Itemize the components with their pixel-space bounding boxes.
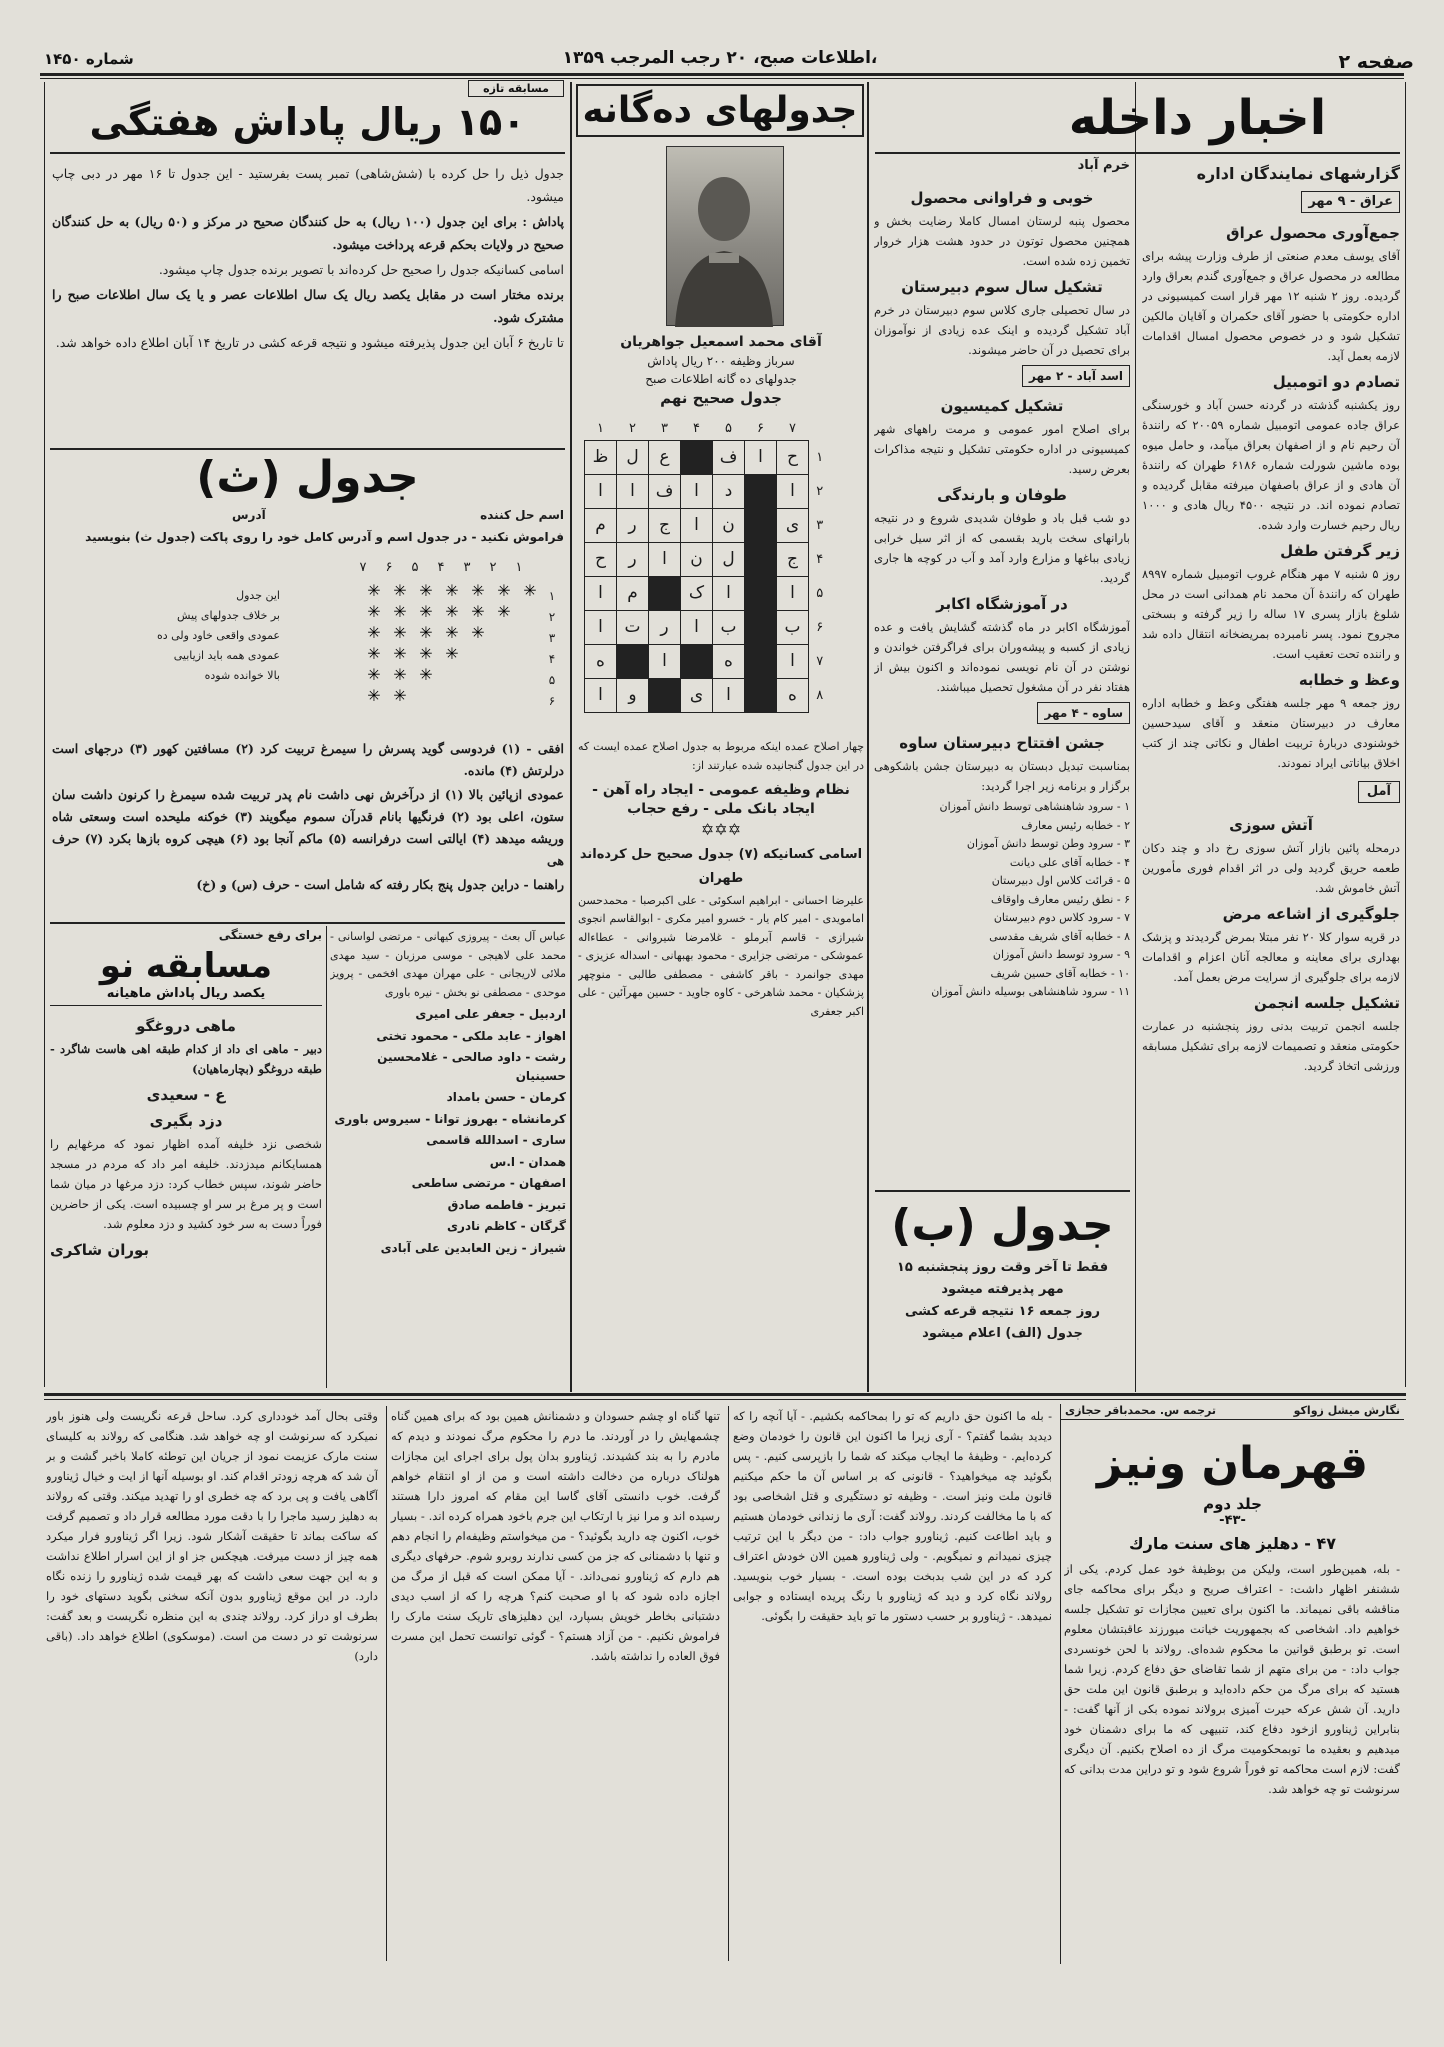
grid-cell: ن: [681, 542, 713, 576]
table-b-line: جدول (الف) اعلام میشود: [922, 1326, 1083, 1341]
solution-grid: [584, 418, 831, 713]
star-cell: ✳: [419, 644, 433, 663]
grid-title: جدول صحیح نهم: [660, 389, 782, 407]
grid-cell: ا: [777, 644, 809, 678]
star-cell: ✳: [367, 686, 381, 705]
iraq-harvest-heading: جمع‌آوری محصول عراق: [1226, 224, 1400, 242]
saveh-dateline: ساوه - ۴ مهر: [1037, 702, 1130, 724]
harvest-heading: خوبی و فراوانی محصول: [910, 189, 1094, 207]
grid-cell: ح: [585, 542, 617, 576]
star-cell: ✳: [393, 623, 407, 642]
grid-row-number: ۳: [816, 517, 824, 533]
grid-cell: ل: [713, 542, 745, 576]
table-th-grid: [80, 560, 560, 732]
winner-prize: سرباز وظیفه ۲۰۰ ریال پاداش: [647, 354, 795, 368]
prize-title: ۱۵۰ ریال پاداش هفتگی: [50, 100, 565, 154]
iraq-dateline: عراق - ۹ مهر: [1301, 191, 1400, 213]
grid-cell: ح: [777, 440, 809, 474]
joke-heading: ماهی دروغگو: [136, 1017, 236, 1035]
grid-cell: د: [713, 474, 745, 508]
new-contest-tag: مسابقه تازه: [468, 80, 564, 97]
grid-row: [585, 610, 831, 644]
grid-cell: ج: [649, 508, 681, 542]
grid-cell: ا: [777, 576, 809, 610]
horizontal-clues: افقی - (۱) فردوسی گوید پسرش را سیمرغ تربیت کرد (۲) مسافتین کهور (۳) درجهای است درلرتش (۴) مانده.: [52, 741, 564, 778]
portrait-icon: [665, 147, 783, 327]
asadabad-dateline: اسد آباد - ۲ مهر: [1022, 365, 1130, 387]
program-item: ۲ - خطابه رئیس معارف: [1021, 818, 1130, 832]
program-item: ۸ - خطابه آقای شریف مقدسی: [989, 929, 1130, 943]
star-cell: ✳: [393, 686, 407, 705]
th-row-number: ۶: [548, 694, 556, 708]
table-b-title: جدول (ب): [891, 1200, 1114, 1251]
association-heading: تشکیل جلسه انجمن: [1253, 994, 1400, 1012]
city-solvers: اردبیل - جعفر علی امیری: [415, 1007, 566, 1021]
grid-cell: ب: [777, 610, 809, 644]
grid-black-cell: [745, 678, 777, 712]
grid-row: [585, 440, 831, 474]
grid-col-number: ۶: [757, 421, 764, 437]
th-legend: بر خلاف جدولهای پیش: [176, 609, 280, 622]
grid-cell: ه: [713, 644, 745, 678]
star-cell: ✳: [367, 581, 381, 600]
star-cell: ✳: [419, 581, 433, 600]
serial-text: تنها گناه او چشم حسودان و دشمنانش همین بود که برای همین گناه چشمهایش را در آوردند. ما درم را محکوم مرگ نمودند و دیدم که مادرم را به بند کشیدند. ژیناورو بدان پول برای اجرای این مجازات هولناک درباره من دخالت داشته است و من از او انتقام خواهم گرفت. خوب دانستی آقای گاسا این مقام که امروز دارا هستند رسیده اند و مرا نیز با ارتکاب این جرم باخود همراه کرده اند. - بسیار خوب، اکنون چه دارید بگوئید؟ - من میخواستم وظیفه‌ام را انجام دهم و تنها با دشمنانی که جز من کسی ندارند روبرو شوم. حرفهای دیگری هم دارم که ژیناورو نمی‌داند. - آیا ممکن است که قبل از مرگ من اجازه داده شود که با او صحبت کنم؟ هرچه را که از اسب دیدی دشتبانی بخاطر خویش بسپارد، این دهلیزهای تاریک سنت مارک را فراموش نکنیم. - من آزاد هستم؟ - گوئی توانست تحمل این مسرت فوق العاده را نداشته باشد.: [391, 1409, 720, 1663]
grid-col-number: ۵: [725, 421, 732, 437]
th-col-number: ۱: [515, 560, 523, 575]
grid-cell: ی: [777, 508, 809, 542]
vertical-clues: عمودی ازپائین بالا (۱) از درآخرش نهی داشت نام پدر تربیت شده سیمرغ را کرنون داشت سان ستون، اعلی بود (۲) فرنگیها بانام قدرآن سموم میگویند (۳) خوکنه ملیحده است وسعتی شاه وریشه میدهد (۴) ایالتی است درفرانسه (۵) ماکم آنجا بود (۶) هیچی کروه بازها بکرد (۷) حرف هی: [52, 787, 564, 868]
grid-black-cell: [745, 576, 777, 610]
th-legend: بالا خوانده شوده: [204, 669, 280, 682]
table-b-box: [875, 1190, 1130, 1388]
fire-heading: آتش سوزی: [1229, 816, 1313, 834]
grid-row-number: ۸: [816, 687, 824, 703]
solvers-names: علیرضا احسانی - ابراهیم اسکوئی - علی اکبرصبا - محمدحسن امامویدی - امیر کام یار - خسرو امیر مکری - ابوالقاسم انجوی شیرازی - قاسم آبرملو - غلامرضا شیروانی - عطاءاله عموشکی - مرتضی جزایری - محمود بهبهانی - اسداله عزیزی - مهدی جوانمرد - باقر کاشفی - مصطفی طالبی - منوچهر پزشکیان - محمد شاهرخی - کاوه جاوید - حسین مهرآئین - علی اکبر جعفری: [578, 893, 864, 1018]
prize-rule: پاداش : برای این جدول (۱۰۰ ریال) به حل کنندگان صحیح در مرکز و (۵۰ ریال) به حل کنندگان صحیح در ولایات بحکم قرعه پرداخت میشود.: [52, 214, 564, 252]
page-number: صفحه ۲: [1338, 51, 1414, 73]
star-cell: ✳: [393, 644, 407, 663]
chapter-title: ۴۷ - دهلیز های سنت مارك: [1128, 1534, 1337, 1553]
star-cell: ✳: [419, 602, 433, 621]
grid-cell: ر: [617, 508, 649, 542]
serial-text: وقتی بحال آمد خودداری کرد. ساحل قرعه نگریست ولی هنوز باور نمیکرد که سرنوشت او چه خواهد شد. هنگامی که رولاند به کلیسای سنت مارک عزیمت نمود از جریان این توطئه کاملا باخبر گشت و بر آن شد که هرچه زودتر اقدام کند. او بوسیله آنها از ایت و خیال ژیناورو آگاهی یافت و پی برد که چه خطری او را تهدید میکند. وقتی که رولاند به دهلیز رسید ماجرا را با دقت مورد مطالعه قرار داد و تصمیم گرفت که ساکت بماند تا حقیقت آشکار شود. زیرا اگر ژیناورو فرار میکرد همه چیز از دست میرفت. هیچکس جز او از این اسرار اطلاع نداشت و به این جهت سعی داشت که بهر قیمت شده ژیناورو را زنده نگاه دارد. در این موقع ژیناورو بدون آنکه سخنی بگوید دستهای خود را بطرف او دراز کرد. رولاند چندی به این منظره نگریست و بعد گفت: سرنوشت تو در دست من است. (موسکوی) اطلاع خواهد داد. (باقی دارد): [46, 1409, 378, 1663]
program-item: ۵ - قرائت کلاس اول دبیرستان: [991, 874, 1130, 887]
solvers-city: طهران: [698, 871, 744, 886]
city-solvers: شیراز - زین العابدین علی آبادی: [380, 1240, 566, 1255]
puzzle-tag: برای رفع خستگی: [218, 928, 322, 942]
star-cell: ✳: [445, 581, 459, 600]
serial-text: - بله ما اکنون حق داریم که تو را بمحاکمه بکشیم. - آیا آنچه را که دیدید بشما گفتم؟ - آری زیرا ما اکنون این قانون را خودمان وضع کرده‌ایم. - وظیفهٔ ما ایجاب میکند که شما را بازپرسی کنیم. - پس بگوئید چه میخواهید؟ - قانونی که بر اساس آن ما حکم میکنیم قانون ملت ونیز است. - وظیفه تو دستگیری و قتل اشخاصی بود که با ما مخالفت کردند. رولاند گفت: آری ما زندانی خودمان هستیم و باید اطاعت کنیم. ژیناورو جواب داد: - من دیگر با این ترتیب چیزی نمیدانم و نمیگویم. - ولی ژیناورو همین الان خودش اعتراف کرد که در این شب بدبخت بوده است. - بسیار خوب بنویسید. رولاند نگاه کرد و دید که ژیناورو با رنگ پریده ایستاده و جوابی نمیدهد. - ژیناورو بر حسب دستور ما تو باید حقیقت را بگوئی.: [733, 1409, 1052, 1623]
grid-cell: ا: [617, 474, 649, 508]
serial-title: قهرمان ونیز: [1096, 1438, 1369, 1489]
grid-black-cell: [745, 610, 777, 644]
winner-photo: [666, 146, 784, 326]
program-item: ۴ - خطابه آقای علی دیانت: [1009, 855, 1130, 869]
car-crash-heading: تصادم دو اتومبیل: [1272, 373, 1400, 391]
grid-cell: ا: [585, 576, 617, 610]
volume-label: جلد دوم: [1203, 1495, 1262, 1513]
city-solvers: تبریز - فاطمه صادق: [447, 1197, 566, 1212]
prize-rules: [52, 162, 564, 440]
grid-cell: ی: [681, 678, 713, 712]
star-cell: ✳: [367, 665, 381, 684]
grid-row: [585, 576, 831, 610]
th-col-number: ۳: [463, 560, 471, 575]
serial-header: [1060, 1404, 1404, 1964]
grid-cell: م: [585, 508, 617, 542]
grid-cell: ل: [617, 440, 649, 474]
star-cell: ✳: [523, 581, 537, 600]
issue-number: شماره ۱۴۵۰: [44, 50, 134, 68]
ceremony-program: [874, 798, 1130, 1002]
grid-cell: ه: [585, 644, 617, 678]
star-cell: ✳: [445, 644, 459, 663]
city-solvers: همدان - ا.س: [489, 1154, 566, 1169]
puzzle-box: [50, 928, 322, 1388]
car-crash-text: روز یکشنبه گذشته در گردنه حسن آباد و خورسنگی عراق جاده عمومی اتومبیل شماره ۲۰۰۵۹ که رانندهٔ آن رحیم نام و از اصفهان بعراق میآمد، و حامل میوه بوده ماشین شورلت شماره ۶۱۸۶ طهران که رانندهٔ آن هادی و از عراق باصفهان میرفته مقابل گردیده و تصادم نموده اند. در نتیجه ۴۵۰۰ ریال هادی و ۱۰۰۰ ریال رحیم خسارت وارد شده.: [1142, 398, 1400, 532]
amol-dateline: آمل: [1358, 781, 1400, 803]
star-cell: ✳: [471, 581, 485, 600]
city-solvers: گرگان - کاظم نادری: [447, 1219, 566, 1233]
star-cell: ✳: [497, 581, 511, 600]
star-cell: ✳: [393, 581, 407, 600]
grid-cell: ا: [585, 610, 617, 644]
program-item: ۱۰ - خطابه آقای حسین شریف: [990, 966, 1130, 980]
grid-black-cell: [745, 542, 777, 576]
grid-cell: ک: [681, 576, 713, 610]
grid-row: [585, 678, 831, 712]
grid-cell: ا: [681, 474, 713, 508]
sermon-heading: وعظ و خطابه: [1298, 671, 1400, 689]
table-th-instruction: فراموش نکنید - در جدول اسم و آدرس کامل خود را روی پاکت (جدول ث) بنویسید: [85, 530, 564, 544]
program-item: ۷ - سرود کلاس دوم دبیرستان: [993, 911, 1130, 924]
program-item: ۳ - سرود وطن توسط دانش آموزان: [966, 837, 1130, 850]
story-signature: بوران شاکری: [50, 1241, 150, 1259]
storm-text: دو شب قبل باد و طوفان شدیدی شروع و در نتیجه بارانهای سخت بارید بقسمی که از اثر سیل خرابی زیادی بباغها و مزارع وارد آمد و آب در کوچه ها جاری گردید.: [874, 511, 1130, 585]
city-solvers: رشت - داود صالحی - غلامحسین حسینیان: [377, 1050, 566, 1083]
grid-row-number: ۶: [816, 619, 824, 635]
guide-text: راهنما - دراین جدول پنج بکار رفته که شامل است - حرف (س) و (خ): [196, 877, 564, 892]
star-cell: ✳: [471, 602, 485, 621]
grid-cell: م: [617, 576, 649, 610]
star-cell: ✳: [367, 623, 381, 642]
grid-cell: ا: [713, 576, 745, 610]
author-credit: نگارش میشل زواکو: [1293, 1404, 1400, 1417]
grid-cell: ظ: [585, 440, 617, 474]
th-legend: این جدول: [236, 589, 280, 602]
reforms-list: نظام وظیفه عمومی - ایجاد راه آهن - ایجاد بانک ملی - رفع حجاب: [592, 782, 850, 817]
puzzle-title: مسابقه نو: [99, 946, 273, 986]
child-accident-heading: زیر گرفتن طفل: [1280, 542, 1400, 560]
grid-black-cell: [649, 576, 681, 610]
grid-row-number: ۷: [816, 653, 824, 669]
winner-name: آقای محمد اسمعیل جواهریان: [620, 334, 822, 350]
grid-black-cell: [745, 508, 777, 542]
disease-heading: جلوگیری از اشاعه مرض: [1222, 905, 1400, 923]
grid-cell: ا: [745, 440, 777, 474]
grid-cell: ر: [617, 542, 649, 576]
grid-cell: ا: [585, 474, 617, 508]
solver-name-label: اسم حل کننده: [480, 508, 564, 522]
grid-col-number: ۲: [629, 421, 636, 437]
grid-row: [585, 542, 831, 576]
grid-cell: ا: [681, 508, 713, 542]
adult-school-text: آموزشگاه اکابر در ماه گذشته گشایش یافت و عده زیادی از کسبه و پیشه‌وران برای فراگرفتن خواندن و نوشتن در آن نام نویسی نموده‌اند و اکنون بیش از هفتاد نفر در آن مشغول تحصیل میباشند.: [874, 620, 1130, 694]
news-column-right: [1142, 158, 1400, 1388]
grid-cell: ع: [649, 440, 681, 474]
stars-divider: ✡✡✡: [700, 820, 742, 839]
th-col-number: ۵: [411, 560, 419, 575]
grid-cell: ف: [649, 474, 681, 508]
star-cell: ✳: [471, 623, 485, 642]
crosswords-title: جدولهای ده‌گانه: [576, 84, 864, 137]
grid-black-cell: [681, 440, 713, 474]
saveh-text: بمناسبت تبدیل دبستان به دبیرستان جشن باشکوهی برگزار و برنامه زیر اجرا گردید:: [874, 759, 1130, 793]
fire-text: درمحله پائین بازار آتش سوزی رخ داد و چند دکان طعمه حریق گردید ولی در اثر اقدام فوری مأمورین آتش خاموش شد.: [1142, 841, 1400, 895]
th-legend: عمودی همه باید ازیابیی: [173, 649, 280, 662]
sermon-text: روز جمعه ۹ مهر جلسه هفتگی وعظ و خطابه اداره معارف در دبیرستان منعقد و آقای سیدحسین خوشنودی دربارهٔ تربیت اطفال و نکاتی چند از کتب اخلاق بیاناتی ایراد نمودند.: [1142, 696, 1400, 770]
joke-signature: ع - سعیدی: [146, 1086, 226, 1104]
grid-cell: و: [617, 678, 649, 712]
news-section-title: اخبار داخله: [1068, 90, 1327, 146]
prize-rule: اسامی کسانیکه جدول را صحیح حل کرده‌اند با تصویر برنده جدول چاپ میشود.: [158, 262, 564, 277]
masthead-date: ،اطلاعات صبح، ۲۰ رجب المرجب ۱۳۵۹: [562, 48, 878, 68]
grid-col-number: ۴: [693, 421, 700, 437]
grid-black-cell: [649, 678, 681, 712]
star-cell: ✳: [367, 644, 381, 663]
puzzle-prize: یکصد ریال پاداش ماهیانه: [106, 986, 266, 1001]
prize-rule: برنده مختار است در مقابل یکصد ریال یک سال اطلاعات عصر و یا یک سال اطلاعات صبح را مشترک شود.: [52, 287, 564, 325]
story-heading: دزد بگیری: [149, 1112, 223, 1130]
th-row-number: ۴: [548, 652, 556, 666]
th-col-number: ۴: [437, 560, 445, 575]
highschool-text: در سال تحصیلی جاری کلاس سوم دبیرستان در خرم آباد تشکیل گردیده و اینک عده زیادی از نوآموزان برای تحصیل در آن حاضر میشوند.: [874, 303, 1130, 357]
grid-row-number: ۱: [816, 449, 824, 465]
city-solvers: اصفهان - مرتضی ساطعی: [411, 1176, 566, 1190]
grid-row: [585, 644, 831, 678]
star-cell: ✳: [497, 602, 511, 621]
commission-heading: تشکیل کمیسیون: [940, 397, 1064, 415]
city-solvers: کرمانشاه - بهروز توانا - سیروس باوری: [334, 1111, 566, 1126]
star-cell: ✳: [393, 602, 407, 621]
harvest-text: محصول پنبه لرستان امسال کاملا رضایت بخش و همچنین محصول توتون در حدود هشت هزار خروار تخمین زده شده است.: [874, 214, 1130, 268]
prize-rule: جدول ذیل را حل کرده با (شش‌شاهی) تمبر پست بفرستید - این جدول تا ۱۶ مهر در دبی چاپ میشود.: [52, 166, 564, 204]
serial-text: - بله، همین‌طور است، ولیکن من بوظیفهٔ خود عمل کردم. یکی از ششنفر اظهار داشت: - اعتراف صریح و دیگر برای محاکمه جای مناقشه باقی نمیماند. ما اکنون برای تعیین مجازات تو تشکیل جلسه خواهیم داد. اشخاصی که بجمهوریت خیانت میورزند عاقبتشان معلوم است. تو برطبق قوانین ما محکوم شده‌ای. رولاند با لحن خونسردی جواب داد: - من برای متهم از شما تقاضای حق دفاع کردم. زیرا شما هستید که برای مرگ من حکم داده‌اید و برطبق قانون این ملت حق دارید. آن شش عرکه حیرت آمیزی برولاند نموده بکی از آنها گفت: - بنابراین ژیناورو ازخود دفاع کند، تنبیهی که ما برای دشمنان خود میدهیم و بعقیده ما توبمحکومیت مرگ از ده اصلاح بکنیم. آن دیگری گفت: لازم است محاکمه تو فوراً شروع شود و تو دراین مدت بدانی که سرنوشت تو چه خواهد شد.: [1064, 1562, 1400, 1796]
grid-row: [585, 474, 831, 508]
program-item: ۱۱ - سرود شاهنشاهی بوسیله دانش آموزان: [931, 985, 1130, 998]
reports-heading: گزارشهای نمایندگان اداره: [1196, 164, 1400, 183]
khoram-abad-dateline: خرم آباد: [1077, 158, 1130, 173]
grid-cell: ا: [649, 644, 681, 678]
iraq-harvest-text: آقای یوسف معدم صنعتی از طرف وزارت پیشه برای مطالعه در محصول عراق و جمع‌آوری گندم بعراق وارد گردیده. روز ۲ شنبه ۱۲ مهر قرار است کمیسیونی در اداره حکومتی با حضور آقای حکمران و آقایان مالکین تشکیل شود و در خصوص محصول امسال اقدامات لازمه بعمل آید.: [1142, 249, 1400, 363]
star-cell: ✳: [419, 665, 433, 684]
star-cell: ✳: [367, 602, 381, 621]
disease-text: در قریه سوار کلا ۲۰ نفر مبتلا بمرض گردیدند و پزشک بهداری برای معاینه و معالجه آنان اعزام و اقدامات لازمه برای جلوگیری از سرایت مرض بعمل آمد.: [1142, 930, 1400, 984]
grid-cell: ر: [649, 610, 681, 644]
serial-col-4: [46, 1406, 378, 1961]
address-label: آدرس: [232, 508, 266, 522]
grid-cell: ا: [713, 678, 745, 712]
prize-rule: تا تاریخ ۶ آبان این جدول پذیرفته میشود و نتیجه قرعه کشی در تاریخ ۱۴ آبان اطلاع داده خواهد شد.: [55, 335, 564, 350]
highschool-heading: تشکیل سال سوم دبیرستان: [901, 278, 1103, 296]
translator-credit: ترجمه س. محمدباقر حجازی: [1065, 1404, 1216, 1417]
city-solvers: ساری - اسدالله قاسمی: [426, 1133, 566, 1147]
adult-school-heading: در آموزشگاه اکابر: [936, 595, 1068, 613]
th-col-number: ۲: [489, 560, 497, 575]
star-cell: ✳: [445, 602, 459, 621]
th-row-number: ۳: [548, 631, 556, 645]
program-item: ۶ - نطق رئیس معارف واوقاف: [990, 892, 1130, 906]
grid-col-number: ۷: [789, 421, 796, 437]
grid-cell: ا: [777, 474, 809, 508]
solvers-provinces: [330, 928, 566, 1388]
storm-heading: طوفان و بارندگی: [937, 486, 1067, 504]
solvers-title: اسامی کسانیکه (۷) جدول صحیح حل کرده‌اند: [579, 846, 863, 862]
story-text: شخصی نزد خلیفه آمده اظهار نمود که مرغهایم را همسایکانم میدزدند. خلیفه امر داد که مردم در مسجد حاضر شوند، سپس خطاب کرد: دزد مرغها در میان شما است و پر مرغ بر سر او چسبیده است. یکی از حاضرین فوراً دست به سر خود کشید و دزد معلوم شد.: [50, 1137, 322, 1231]
th-col-number: ۷: [359, 560, 367, 575]
news-column-middle: [874, 182, 1130, 1182]
table-b-line: روز جمعه ۱۶ نتیجه قرعه کشی: [905, 1304, 1100, 1319]
program-item: ۱ - سرود شاهنشاهی توسط دانش آموزان: [939, 800, 1130, 813]
joke-text: دبیر - ماهی ای داد از کدام طبقه اهی هاست شاگرد - طبقه دروغگو (بچارماهیان): [50, 1042, 322, 1076]
table-th-title: جدول (ث): [196, 452, 419, 503]
grid-cell: ه: [777, 678, 809, 712]
serial-col-1: [1064, 1559, 1400, 1979]
grid-row: [585, 508, 831, 542]
child-accident-text: روز ۵ شنبه ۷ مهر هنگام غروب اتومبیل شماره ۸۹۹۷ طهران که رانندهٔ آن محمد نام همدانی است در محل شلوغ بازار پسری ۱۷ ساله را زیر گرفته و بسختی مجروح نمود. پسر نامبرده بمریضخانه انتقال داده شد و راننده تحت تعقیب است.: [1142, 567, 1400, 661]
table-th-clues: [52, 738, 564, 916]
city-solvers: کرمان - حسن بامداد: [446, 1090, 566, 1104]
grid-col-number: ۳: [661, 421, 668, 437]
th-row-number: ۵: [548, 673, 556, 687]
grid-row-number: ۵: [816, 585, 824, 601]
association-text: جلسه انجمن تربیت بدنی روز پنجشنبه در عمارت حکومتی منعقد و تصمیمات لازمه برای تشکیل مسابقه ورزشی اتخاذ گردید.: [1142, 1019, 1400, 1073]
grid-cell: ت: [617, 610, 649, 644]
grid-col-number: ۱: [597, 421, 604, 437]
solvers-names-list: عباس آل بعث - پیروزی کیهانی - مرتضی لواسانی - محمد علی لاهیجی - موسی مرزبان - سید مهدی ملائی لاریجانی - علی مهران مهدی افخمی - پرویز موحدی - مصطفی نو بخش - نیره باوری: [330, 930, 566, 999]
grid-cell: ا: [585, 678, 617, 712]
commission-text: برای اصلاح امور عمومی و مرمت راههای شهر کمیسیونی در اداره حکومتی تشکیل و نتیجه مذاکرات بعرض رسید.: [874, 422, 1130, 476]
jadval-notes: [578, 738, 864, 1388]
grid-row-number: ۲: [816, 483, 824, 499]
table-b-line: مهر پذیرفته میشود: [941, 1282, 1064, 1297]
grid-cell: ج: [777, 542, 809, 576]
winner-caption: جدولهای ده گانه اطلاعات صبح: [645, 372, 797, 386]
grid-black-cell: [681, 644, 713, 678]
star-cell: ✳: [393, 665, 407, 684]
th-col-number: ۶: [385, 560, 393, 575]
grid-cell: ا: [681, 610, 713, 644]
city-solvers: اهواز - عابد ملکی - محمود تختی: [376, 1028, 566, 1043]
reforms-note: چهار اصلاح عمده اینکه مربوط به جدول اصلاح عمده ایست که در این جدول گنجانیده شده عبارتند از:: [578, 740, 864, 772]
grid-black-cell: [617, 644, 649, 678]
th-row-number: ۱: [548, 589, 556, 603]
table-b-line: فقط تا آخر وقت روز پنجشنبه ۱۵: [896, 1260, 1109, 1275]
grid-cell: ن: [713, 508, 745, 542]
star-cell: ✳: [419, 623, 433, 642]
th-legend: عمودی واقعی خاود ولی ده: [156, 629, 280, 642]
star-cell: ✳: [445, 623, 459, 642]
serial-col-3: [386, 1406, 720, 1961]
part-number: -۴۳-: [1219, 1513, 1246, 1528]
grid-cell: ف: [713, 440, 745, 474]
grid-black-cell: [745, 644, 777, 678]
th-row-number: ۲: [548, 610, 556, 624]
serial-col-2: [728, 1406, 1052, 1961]
grid-header-row: [585, 418, 831, 440]
grid-cell: ب: [713, 610, 745, 644]
program-item: ۹ - سرود توسط دانش آموزان: [992, 948, 1130, 961]
grid-row-number: ۴: [816, 551, 824, 567]
grid-cell: ا: [649, 542, 681, 576]
grid-black-cell: [745, 474, 777, 508]
saveh-heading: جشن افتتاح دبیرستان ساوه: [899, 734, 1105, 752]
